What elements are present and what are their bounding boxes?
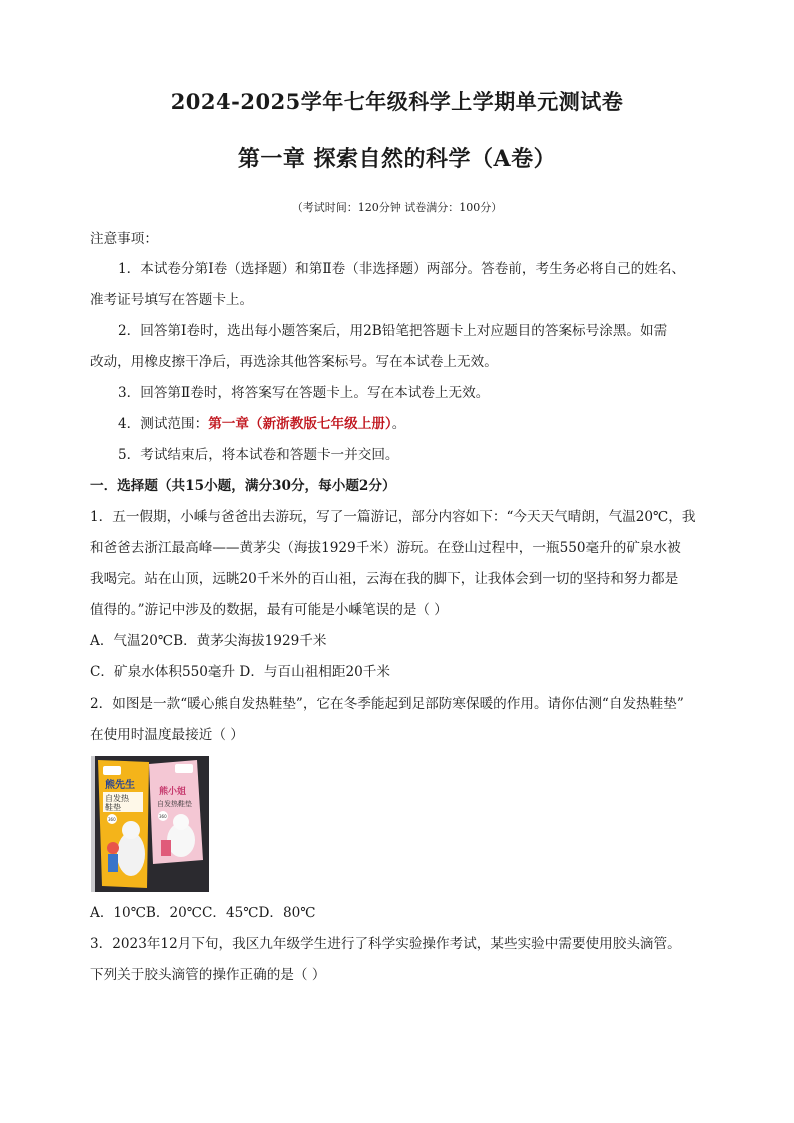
notice-item-2-cont: 改动，用橡皮擦干净后，再选涂其他答案标号。写在本试卷上无效。: [90, 354, 498, 370]
pink-figure-icon: [161, 840, 171, 856]
left-product-text-2: 鞋垫: [105, 803, 121, 812]
notice-item-5: 5．考试结束后，将本试卷和答题卡一并交回。: [118, 447, 399, 463]
left-brand-text: 熊先生: [105, 780, 135, 791]
notice-item-4: [118, 414, 710, 434]
exam-title: 2024-2025学年七年级科学上学期单元测试卷: [170, 89, 624, 114]
right-brand-text: 熊小姐: [159, 787, 187, 797]
insole-photo-svg: [91, 756, 209, 892]
q2-stem-2: 在使用时温度最接近（ ）: [90, 727, 244, 743]
chapter-title: 第一章 探索自然的科学（A卷）: [237, 146, 557, 172]
q1-options-cd: C．矿泉水体积550毫升 D．与百山祖相距20千米: [90, 664, 390, 680]
photo-edge: [91, 756, 95, 892]
pink-logo-tag: [175, 764, 193, 773]
child-body-icon: [108, 854, 118, 872]
q2-stem-1: 2．如图是一款“暖心熊自发热鞋垫”，它在冬季能起到足部防寒保暖的作用。请你估测“自发热鞋垫”: [90, 696, 684, 712]
exam-info: （考试时间：120分钟 试卷满分：100分）: [291, 201, 503, 214]
notice-item-2: 2．回答第Ⅰ卷时，选出每小题答案后，用2B铅笔把答题卡上对应题目的答案标号涂黑。如需: [118, 323, 668, 339]
q1-stem-4: 值得的。”游记中涉及的数据，最有可能是小嵊笔误的是（ ）: [90, 602, 448, 618]
child-figure-icon: [107, 842, 119, 854]
notice-item-3: 3．回答第Ⅱ卷时，将答案写在答题卡上。写在本试卷上无效。: [118, 385, 490, 401]
notice-item-4-suffix: 。: [391, 416, 406, 432]
left-badge-text: 360: [108, 817, 116, 822]
q1-options-ab: A．气温20℃B．黄茅尖海拔1929千米: [90, 633, 327, 649]
right-badge-text: 360: [159, 814, 167, 819]
test-range: 第一章（新浙教版七年级上册）: [208, 416, 392, 432]
left-product-text-1: 自发热: [105, 794, 129, 803]
heated-insole-photo: [91, 756, 209, 892]
q3-stem-2: 下列关于胶头滴管的操作正确的是（ ）: [90, 967, 326, 983]
q1-stem-1: 1．五一假期，小嵊与爸爸出去游玩，写了一篇游记，部分内容如下：“今天天气晴朗，气温20℃，我: [90, 509, 696, 525]
yellow-logo-tag: [103, 766, 121, 775]
bear-head-icon: [122, 821, 140, 839]
q3-stem-1: 3．2023年12月下旬，我区九年级学生进行了科学实验操作考试，某些实验中需要使用胶头滴管。: [90, 936, 681, 952]
notice-item-4-prefix: 4．测试范围：: [118, 416, 209, 432]
notice-item-1-cont: 准考证号填写在答题卡上。: [90, 292, 254, 308]
right-product-text: 自发热鞋垫: [157, 800, 192, 808]
notice-item-1: 1．本试卷分第Ⅰ卷（选择题）和第Ⅱ卷（非选择题）两部分。答卷前，考生务必将自己的姓名、: [118, 261, 686, 277]
pink-bear-head-icon: [173, 814, 189, 830]
q1-stem-2: 和爸爸去浙江最高峰——黄茅尖（海拔1929千米）游玩。在登山过程中，一瓶550毫升的矿泉水被: [90, 540, 681, 556]
q2-options: A．10℃B．20℃C．45℃D．80℃: [90, 905, 316, 921]
q1-stem-3: 我喝完。站在山顶，远眺20千米外的百山祖，云海在我的脚下，让我体会到一切的坚持和努力都是: [90, 571, 679, 587]
notice-heading: 注意事项：: [90, 231, 158, 247]
section-heading: 一．选择题（共15小题，满分30分，每小题2分）: [90, 478, 396, 494]
